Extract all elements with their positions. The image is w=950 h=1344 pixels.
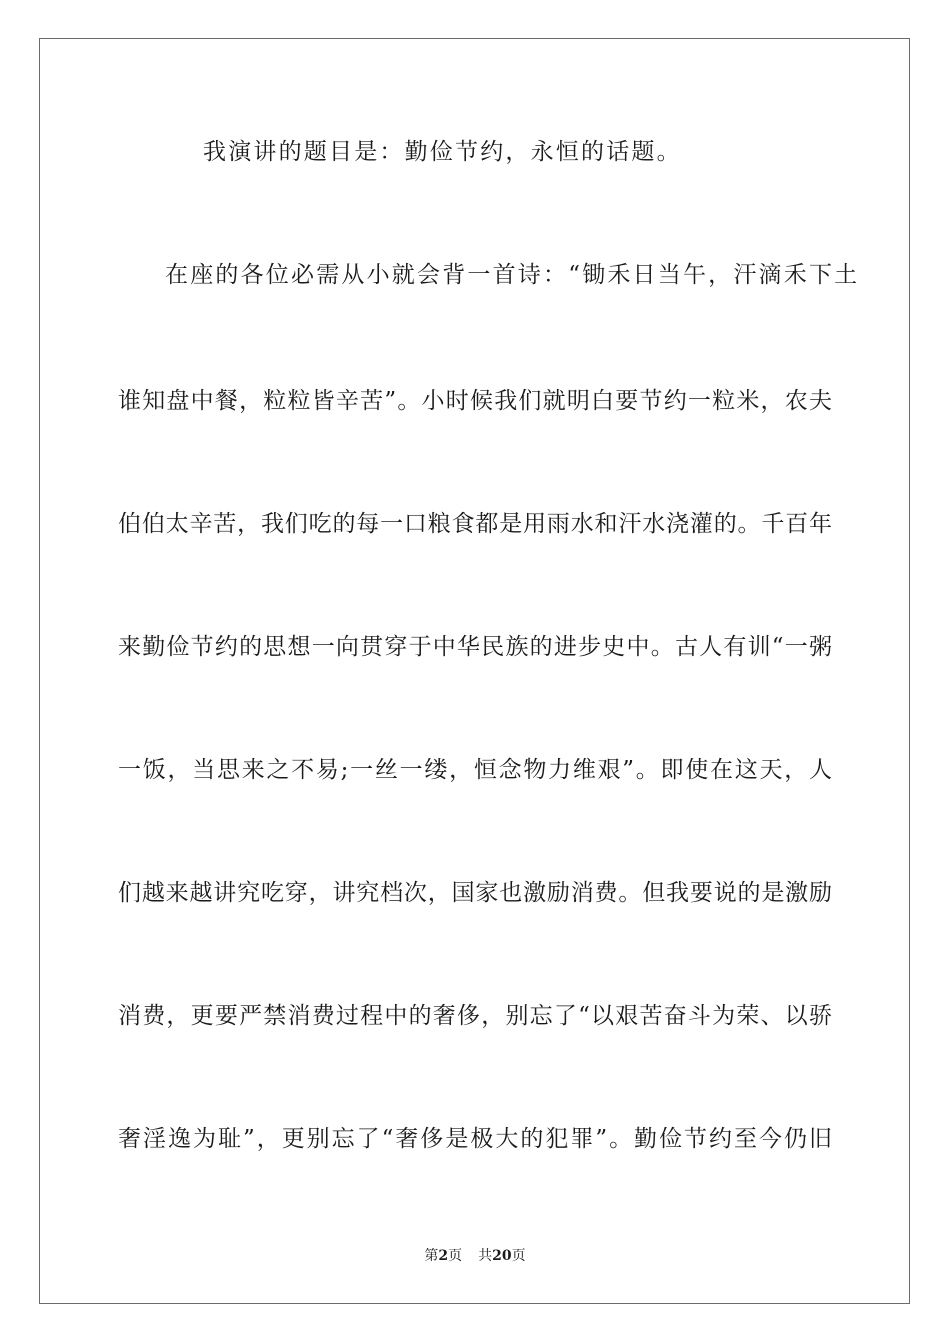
page-suffix: 页 [448,1248,463,1264]
total-pages: 20 [492,1248,512,1264]
page-border [39,38,910,1304]
paragraph-line-2: 谁知盘中餐，粒粒皆辛苦”。小时候我们就明白要节约一粒米，农夫 [118,388,832,414]
page-footer [0,1247,950,1265]
page-number: 2 [438,1248,449,1264]
total-prefix: 共 [478,1248,493,1264]
paragraph-line-4: 来勤俭节约的思想一向贯穿于中华民族的进步史中。古人有训“一粥 [118,634,832,660]
paragraph-line-3: 伯伯太辛苦，我们吃的每一口粮食都是用雨水和汗水浇灌的。千百年 [118,511,832,537]
paragraph-line-8: 奢淫逸为耻”，更别忘了“奢侈是极大的犯罪”。勤俭节约至今仍旧 [118,1126,832,1152]
paragraph-line-1: 在座的各位必需从小就会背一首诗：“锄禾日当午，汗滴禾下土 [165,262,860,288]
paragraph-line-7: 消费，更要严禁消费过程中的奢侈，别忘了“以艰苦奋斗为荣、以骄 [118,1003,832,1029]
paragraph-line-6: 们越来越讲究吃穿，讲究档次，国家也激励消费。但我要说的是激励 [118,880,832,906]
total-suffix: 页 [511,1248,526,1264]
paragraph-line-5: 一饭，当思来之不易;一丝一缕，恒念物力维艰”。即使在这天，人 [118,757,832,783]
speech-title-line: 我演讲的题目是：勤俭节约，永恒的话题。 [203,139,682,165]
page-prefix: 第 [424,1248,439,1264]
